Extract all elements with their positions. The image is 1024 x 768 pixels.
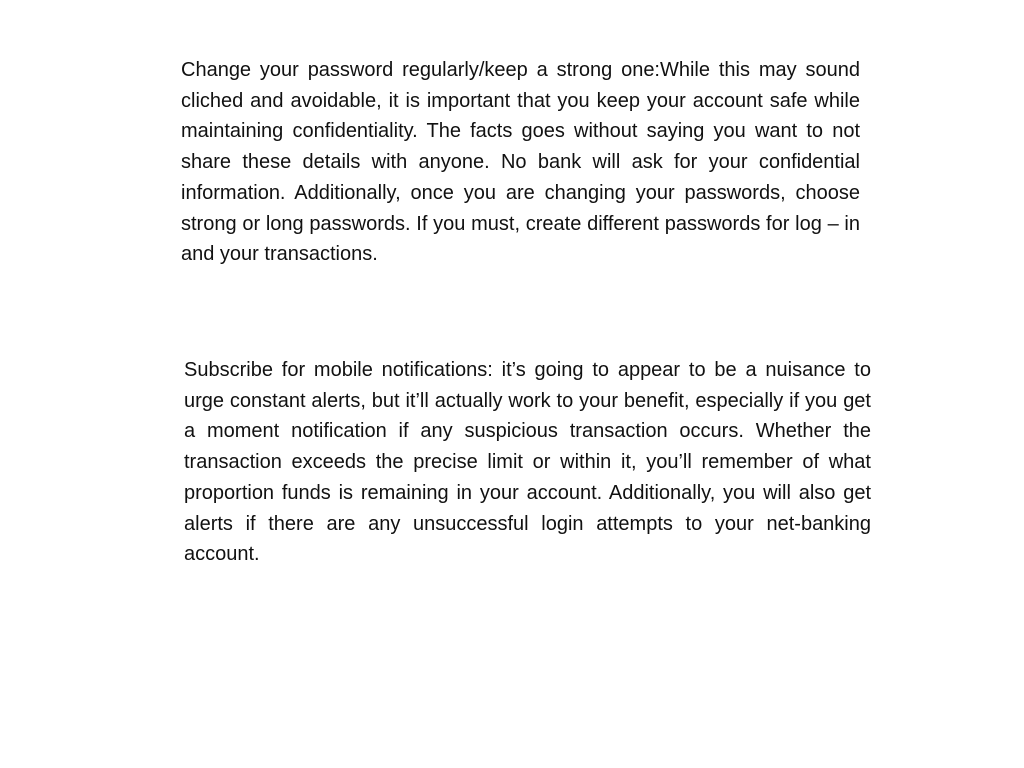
notifications-tip-paragraph: Subscribe for mobile notifications: it’s going to appear to be a nuisance to urge constant alerts, but it’ll actually work to your benefit, especially if you get a moment notification if any suspicious transaction occurs. Whether the transaction exceeds the precise limit or within it, you’ll remember of what proportion funds is remaining in your account. Additionally, you will also get alerts if there are any unsuccessful login attempts to your net-banking account. bbox=[184, 359, 871, 566]
password-tip-paragraph: Change your password regularly/keep a strong one:While this may sound cliched and avoidable, it is important that you keep your account safe while maintaining confidentiality. The facts goes without saying you want to not share these details with anyone. No bank will ask for your confidential information. Additionally, once you are changing your passwords, choose strong or long passwords. If you must, create different passwords for log – in and your transactions. bbox=[181, 59, 860, 266]
